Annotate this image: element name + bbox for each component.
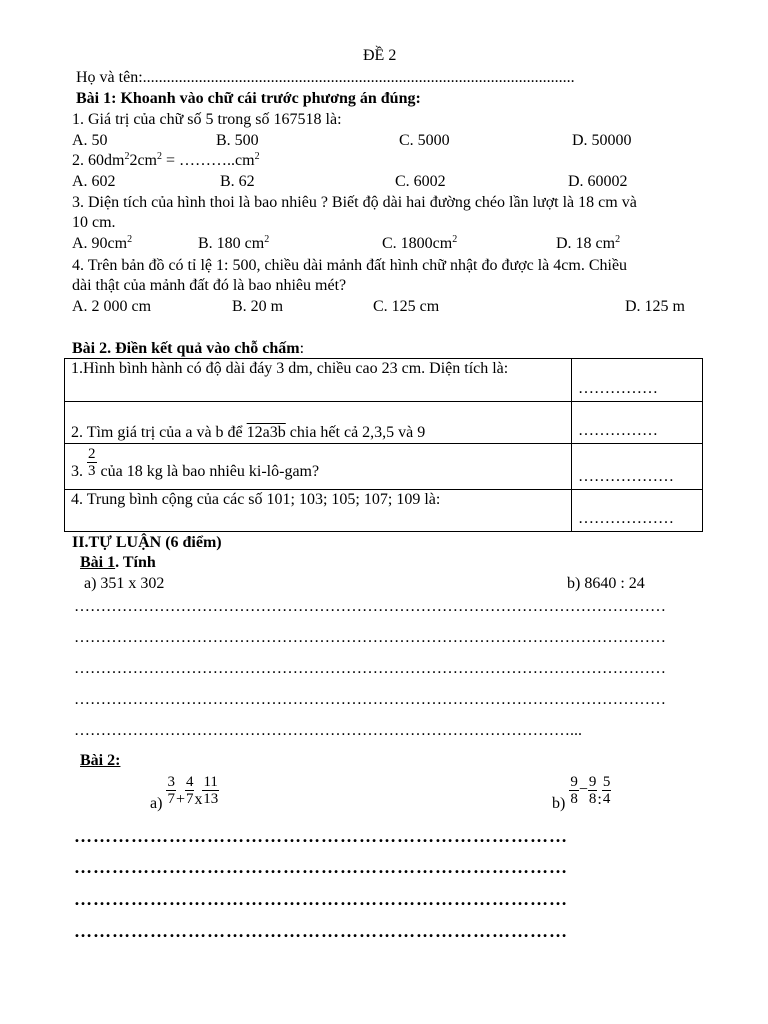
- ex2-b-frac2-num: 9: [588, 774, 597, 790]
- q3-a-text: A. 90cm: [72, 235, 128, 252]
- name-line: [76, 68, 575, 88]
- ex2-b-frac2-den: 8: [588, 791, 597, 807]
- q2-sup1: 2: [124, 151, 130, 162]
- answer-dots-line: ……………………………………………………………………: [74, 889, 568, 909]
- table-row: [65, 444, 703, 490]
- ex1-part-a: a) 351 x 302: [84, 575, 165, 592]
- ex2-a-frac3: [202, 774, 218, 807]
- row2-question: [65, 402, 572, 444]
- row1-answer: ……………: [572, 359, 703, 402]
- answer-dots-line: …………………………………………………………………………………………………: [74, 598, 666, 615]
- q3-option-d: [556, 234, 620, 254]
- ex2-a-frac1: [166, 774, 176, 807]
- q2-pre: 2. 60dm: [72, 152, 125, 169]
- ex2-b-frac3-den: 4: [602, 791, 611, 807]
- row3-fraction-den: 3: [88, 463, 96, 479]
- answer-dots-line: …………………………………………………………………………………………………: [74, 629, 666, 646]
- ex2-b-frac2: [588, 774, 598, 807]
- ex2-b-frac1: [569, 774, 579, 807]
- q4-option-d: D. 125 m: [625, 298, 685, 315]
- answer-dots-line: ……………………………………………………………………: [74, 826, 568, 846]
- answer-dots-line: …………………………………………………………………………………………………: [74, 691, 666, 708]
- row4-question: 4. Trung bình cộng của các số 101; 103; 105; 107; 109 là:: [65, 490, 572, 532]
- q2-option-b: B. 62: [220, 173, 255, 190]
- q1-option-a: A. 50: [72, 132, 108, 149]
- ex2-expression-b: [552, 774, 611, 813]
- q3-b-text: B. 180 cm: [198, 235, 265, 252]
- page-title: ĐỀ 2: [363, 47, 397, 64]
- part1-heading: Bài 1: Khoanh vào chữ cái trước phương án đúng:: [76, 90, 421, 107]
- q4-line2: dài thật của mảnh đất đó là bao nhiêu mét?: [72, 277, 347, 294]
- q4-option-c: C. 125 cm: [373, 298, 440, 315]
- q3-c-sup: 2: [452, 234, 458, 245]
- name-dots: ............................................................................................................: [142, 69, 575, 86]
- q3-option-a: [72, 234, 132, 254]
- q3-line1: 3. Diện tích của hình thoi là bao nhiêu ? Biết độ dài hai đường chéo lần lượt là 18 cm và: [72, 194, 637, 211]
- answer-dots-line: ……………………………………………………………………: [74, 921, 568, 941]
- q2-text: [72, 151, 260, 171]
- ex1-part-b: b) 8640 : 24: [567, 575, 645, 592]
- q2-eq: = ………..cm: [162, 152, 255, 169]
- q3-d-text: D. 18 cm: [556, 235, 616, 252]
- table-row: [65, 402, 703, 444]
- ex2-a-frac3-den: 13: [203, 791, 219, 807]
- ex2-a-frac1-den: 7: [167, 791, 175, 807]
- ex2-label: Bài 2:: [80, 752, 121, 769]
- part2-heading-text: Bài 2. Điền kết quả vào chỗ chấm: [72, 340, 300, 357]
- ex1-title: . Tính: [115, 554, 156, 571]
- row1-question: 1.Hình bình hành có độ dài đáy 3 dm, chiều cao 23 cm. Diện tích là:: [65, 359, 572, 402]
- part2-heading-colon: :: [299, 340, 305, 357]
- ex1-label: Bài 1: [80, 554, 116, 571]
- ex2-a-label: a): [150, 795, 163, 813]
- q1-option-d: D. 50000: [572, 132, 632, 149]
- row3-fraction: [87, 446, 97, 479]
- row3-answer: ………………: [572, 444, 703, 490]
- ex2-b-op1: −: [578, 781, 588, 799]
- ex2-b-label: b): [552, 795, 566, 813]
- q2-option-c: C. 6002: [395, 173, 446, 190]
- q2-option-a: A. 602: [72, 173, 116, 190]
- q3-b-sup: 2: [264, 234, 270, 245]
- row3-fraction-num: 2: [88, 446, 96, 462]
- q3-line2: 10 cm.: [72, 214, 116, 231]
- row4-answer: ………………: [572, 490, 703, 532]
- answer-dots-line: …………………………………………………………………………………………………: [74, 660, 666, 677]
- q4-option-a: A. 2 000 cm: [72, 298, 152, 315]
- ex2-b-op2: :: [597, 791, 602, 809]
- row3-post: của 18 kg là bao nhiêu ki-lô-gam?: [96, 463, 320, 481]
- ex2-a-frac2-den: 7: [185, 791, 194, 807]
- row3-question: [65, 444, 572, 490]
- row2-pre: 2. Tìm giá trị của a và b để: [71, 424, 247, 441]
- ex2-b-frac3: [602, 774, 612, 807]
- q1-text: 1. Giá trị của chữ số 5 trong số 167518 là:: [72, 111, 342, 128]
- q3-c-text: C. 1800cm: [382, 235, 453, 252]
- ex2-b-frac3-num: 5: [602, 774, 611, 790]
- ex2-b-frac1-den: 8: [570, 791, 578, 807]
- row2-post: chia hết cả 2,3,5 và 9: [285, 424, 426, 441]
- q4-line1: 4. Trên bản đồ có tỉ lệ 1: 500, chiều dài mảnh đất hình chữ nhật đo được là 4cm. Chiều: [72, 257, 628, 274]
- row3-pre: 3.: [71, 463, 87, 481]
- ex2-a-op2: x: [194, 791, 203, 809]
- q3-option-c: [382, 234, 457, 254]
- q2-sup2: 2: [157, 151, 162, 162]
- ex2-a-frac3-num: 11: [203, 774, 218, 790]
- fill-in-table: [64, 358, 703, 532]
- q3-a-sup: 2: [127, 234, 133, 245]
- part3-heading: II.TỰ LUẬN (6 điểm): [72, 534, 222, 551]
- part2-heading: [72, 339, 304, 359]
- table-row: [65, 490, 703, 532]
- q3-d-sup: 2: [615, 234, 621, 245]
- ex2-b-frac1-num: 9: [570, 774, 578, 790]
- table-row: [65, 359, 703, 402]
- answer-dots-line: …………………………………………………………………………………...: [74, 722, 582, 739]
- ex2-a-op1: +: [175, 791, 185, 809]
- row2-number: 12a3b: [246, 424, 286, 441]
- ex1-heading: [80, 553, 156, 573]
- q4-option-b: B. 20 m: [232, 298, 284, 315]
- q2-mid: 2cm: [129, 152, 157, 169]
- q3-option-b: [198, 234, 269, 254]
- ex2-expression-a: [150, 774, 219, 813]
- q1-option-c: C. 5000: [399, 132, 450, 149]
- ex2-a-frac1-num: 3: [167, 774, 175, 790]
- q2-option-d: D. 60002: [568, 173, 628, 190]
- q1-option-b: B. 500: [216, 132, 259, 149]
- row2-answer: ……………: [572, 402, 703, 444]
- q2-sup3: 2: [254, 151, 260, 162]
- answer-dots-line: ……………………………………………………………………: [74, 857, 568, 877]
- ex2-a-frac2-num: 4: [185, 774, 194, 790]
- name-label: Họ và tên:: [76, 69, 143, 86]
